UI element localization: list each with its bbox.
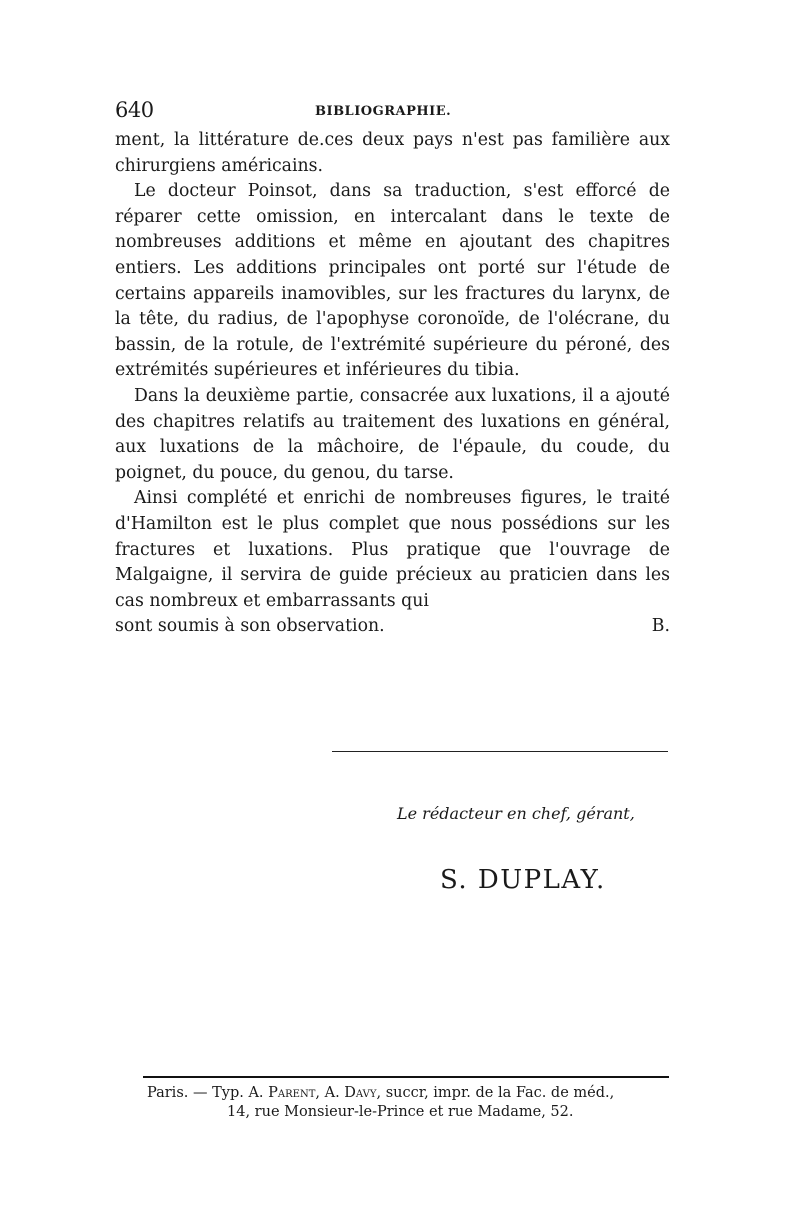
paragraph-conclusion: Ainsi complété et enrichi de nombreuses figures, le traité d'Hamilton est le plus complet que nous possédions sur les fractures et luxations. Plus pratique que l'ouvrage de Malgaigne, il servira de guide précieux au praticien dans les cas nombreux et embarrassants qui: [115, 488, 670, 611]
article-body: [115, 128, 670, 640]
imprint-address: 14, rue Monsieur-le-Prince et rue Madame, 52.: [227, 1104, 574, 1120]
imprint-printer-davy: Davy: [344, 1085, 377, 1101]
editor-title: Le rédacteur en chef, gérant,: [397, 804, 635, 823]
imprint-prefix: Paris. — Typ. A.: [147, 1085, 264, 1101]
imprint-divider: [143, 1076, 669, 1078]
running-title: BIBLIOGRAPHIE.: [315, 104, 452, 119]
printer-imprint: [147, 1084, 677, 1122]
imprint-line-1: [147, 1084, 677, 1103]
editor-name: S. DUPLAY.: [440, 865, 606, 895]
paragraph-poinsot: Le docteur Poinsot, dans sa traduction, s'est efforcé de réparer cette omission, en intercalant dans le texte de nombreuses additions et même en ajoutant des chapitres entiers. Les additions principales ont porté sur l'étude de certains appareils inamovibles, sur les fractures du larynx, de la tête, du radius, de l'apophyse coronoïde, de l'olécrane, du bassin, de la rotule, de l'extrémité supérieure du péroné, des extrémités supérieures et inférieures du tibia.: [115, 181, 670, 381]
reviewer-initial: B.: [651, 616, 670, 637]
imprint-rest: , succr, impr. de la Fac. de méd.,: [376, 1085, 615, 1101]
imprint-mid: , A.: [315, 1085, 340, 1101]
signoff-line: [115, 614, 670, 640]
page-number: 640: [115, 98, 154, 122]
paragraph-luxations: Dans la deuxième partie, consacrée aux luxations, il a ajouté des chapitres relatifs au traitement des luxations en général, aux luxations de la mâchoire, de l'épaule, du coude, du poignet, du pouce, du genou, du tarse.: [115, 385, 670, 483]
paragraph-continuation: ment, la littérature de.ces deux pays n'est pas familière aux chirurgiens américains.: [115, 130, 670, 176]
paragraph-conclusion-end: sont soumis à son observation.: [115, 616, 385, 637]
imprint-printer-parent: Parent: [268, 1085, 316, 1101]
page-header: [115, 98, 670, 124]
section-divider: [332, 751, 668, 752]
